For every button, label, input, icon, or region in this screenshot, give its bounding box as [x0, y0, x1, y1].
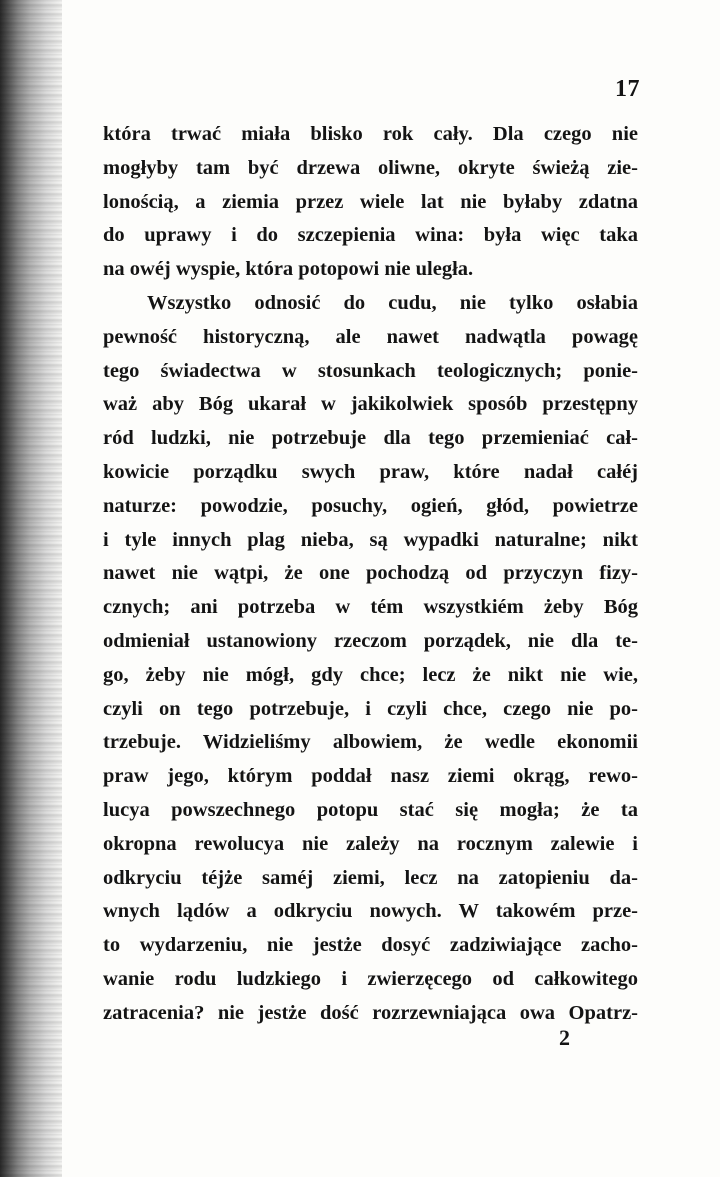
text-line: czyli on tego potrzebuje, i czyli chce, czego nie po- [103, 697, 638, 720]
text-line: tego świadectwa w stosunkach teologicznych; ponie- [103, 359, 638, 382]
paragraph-2 [103, 287, 638, 1031]
text-line: do uprawy i do szczepienia wina: była więc taka [103, 224, 638, 247]
text-line: pewność historyczną, ale nawet nadwątla powagę [103, 325, 638, 348]
text-line: cznych; ani potrzeba w tém wszystkiém żeby Bóg [103, 596, 638, 619]
text-line: to wydarzeniu, nie jestże dosyć zadziwiające zacho- [103, 934, 638, 957]
binding-gutter [0, 0, 62, 1177]
text-line: zatracenia? nie jestże dość rozrzewniająca owa Opatrz- [103, 1001, 638, 1024]
text-line: praw jego, którym poddał nasz ziemi okrąg, rewo- [103, 765, 638, 788]
text-line: i tyle innych plag nieba, są wypadki naturalne; nikt [103, 528, 638, 551]
signature-mark: 2 [559, 1025, 570, 1050]
text-line: odmieniał ustanowiony rzeczom porządek, nie dla te- [103, 629, 638, 652]
page-number: 17 [615, 76, 640, 102]
text-line: naturze: powodzie, posuchy, ogień, głód, powietrze [103, 494, 638, 517]
text-line: wnych lądów a odkryciu nowych. W takowém prze- [103, 900, 638, 923]
text-line: na owéj wyspie, która potopowi nie uległa. [103, 258, 474, 281]
text-line: wanie rodu ludzkiego i zwierzęcego od całkowitego [103, 967, 638, 990]
text-line: Wszystko odnosić do cudu, nie tylko osłabia [147, 291, 638, 314]
text-line: która trwać miała blisko rok cały. Dla czego nie [103, 123, 638, 145]
text-line: kowicie porządku swych praw, które nadał całéj [103, 460, 638, 483]
text-line: go, żeby nie mógł, gdy chce; lecz że nikt nie wie, [103, 663, 638, 686]
text-line: ród ludzki, nie potrzebuje dla tego przemieniać cał- [103, 427, 638, 450]
text-line: waż aby Bóg ukarał w jakikolwiek sposób przestępny [103, 393, 638, 416]
text-line: lucya powszechnego potopu stać się mogła; że ta [103, 798, 638, 821]
text-line: trzebuje. Widzieliśmy albowiem, że wedle ekonomii [103, 731, 638, 754]
body-text [103, 118, 638, 1031]
text-line: nawet nie wątpi, że one pochodzą od przyczyn fizy- [103, 562, 638, 585]
text-line: lonością, a ziemia przez wiele lat nie byłaby zdatna [103, 190, 638, 213]
text-line: mogłyby tam być drzewa oliwne, okryte świeżą zie- [103, 156, 638, 179]
text-line: okropna rewolucya nie zależy na rocznym zalewie i [103, 832, 638, 855]
paragraph-1 [103, 118, 638, 287]
text-line: odkryciu téjże saméj ziemi, lecz na zatopieniu da- [103, 866, 638, 889]
